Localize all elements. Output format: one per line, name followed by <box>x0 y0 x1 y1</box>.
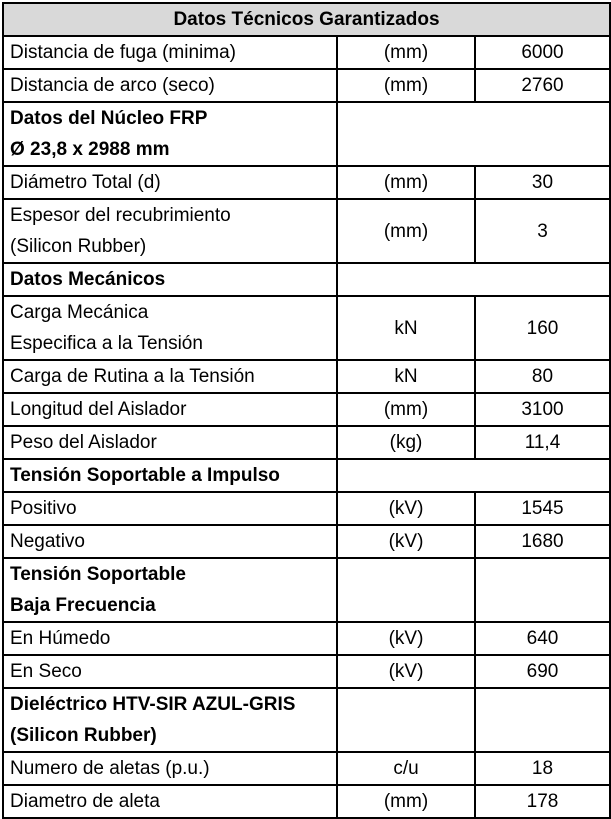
section-header-row <box>3 688 610 752</box>
section-header <box>3 263 337 296</box>
row-label: Numero de aletas (p.u.) <box>3 752 337 785</box>
section-header-blank <box>475 688 610 752</box>
section-header <box>3 459 337 492</box>
section-header-blank <box>475 558 610 622</box>
section-header-line: Ø 23,8 x 2988 mm <box>10 139 170 160</box>
row-label: Negativo <box>3 525 337 558</box>
row-value: 6000 <box>475 36 610 69</box>
row-value: 640 <box>475 622 610 655</box>
table-row <box>3 199 610 263</box>
row-unit: (kV) <box>337 525 475 558</box>
section-header-line: Tensión Soportable <box>10 564 186 585</box>
technical-data-table <box>2 2 611 819</box>
row-value: 2760 <box>475 69 610 102</box>
row-label: Peso del Aislador <box>3 426 337 459</box>
row-unit: (kg) <box>337 426 475 459</box>
row-label-line: Especifica a la Tensión <box>10 333 203 354</box>
section-header-blank <box>337 558 475 622</box>
row-unit: (mm) <box>337 199 475 263</box>
row-unit: (mm) <box>337 166 475 199</box>
section-header-blank <box>337 459 610 492</box>
row-value: 160 <box>475 296 610 360</box>
row-unit: kN <box>337 360 475 393</box>
section-header-row <box>3 558 610 622</box>
table-row <box>3 69 610 102</box>
table-row <box>3 492 610 525</box>
row-label: Diametro de aleta <box>3 785 337 818</box>
table-row <box>3 752 610 785</box>
row-label-line: Carga Mecánica <box>10 302 149 323</box>
section-header-blank <box>337 263 610 296</box>
row-unit: (mm) <box>337 393 475 426</box>
row-value: 30 <box>475 166 610 199</box>
section-header <box>3 102 337 166</box>
row-value: 1545 <box>475 492 610 525</box>
row-unit: (mm) <box>337 69 475 102</box>
section-header-line: Datos Mecánicos <box>10 269 166 290</box>
section-header-line: Tensión Soportable a Impulso <box>10 465 280 486</box>
table-row <box>3 36 610 69</box>
section-header-line: Datos del Núcleo FRP <box>10 108 208 129</box>
table-row <box>3 655 610 688</box>
section-header-row <box>3 459 610 492</box>
section-header-row <box>3 263 610 296</box>
table-row <box>3 622 610 655</box>
section-header-line: Dieléctrico HTV-SIR AZUL-GRIS <box>10 694 296 715</box>
row-value: 11,4 <box>475 426 610 459</box>
row-label: Diámetro Total (d) <box>3 166 337 199</box>
table-row <box>3 296 610 360</box>
row-label: En Seco <box>3 655 337 688</box>
section-header-row <box>3 102 610 166</box>
table-title: Datos Técnicos Garantizados <box>3 3 610 36</box>
row-value: 178 <box>475 785 610 818</box>
table-row <box>3 166 610 199</box>
row-label: Distancia de fuga (minima) <box>3 36 337 69</box>
row-value: 18 <box>475 752 610 785</box>
row-value: 80 <box>475 360 610 393</box>
row-label: En Húmedo <box>3 622 337 655</box>
row-unit: (kV) <box>337 655 475 688</box>
table-title-row <box>3 3 610 36</box>
section-header-line: (Silicon Rubber) <box>10 725 157 746</box>
row-value: 3100 <box>475 393 610 426</box>
row-unit: kN <box>337 296 475 360</box>
row-value: 690 <box>475 655 610 688</box>
table-row <box>3 393 610 426</box>
row-value: 1680 <box>475 525 610 558</box>
section-header-blank <box>337 688 475 752</box>
row-unit: c/u <box>337 752 475 785</box>
row-label: Carga de Rutina a la Tensión <box>3 360 337 393</box>
row-unit: (kV) <box>337 622 475 655</box>
table-row <box>3 525 610 558</box>
section-header-line: Baja Frecuencia <box>10 595 156 616</box>
section-header-blank <box>337 102 610 166</box>
row-unit: (mm) <box>337 785 475 818</box>
row-value: 3 <box>475 199 610 263</box>
row-label: Positivo <box>3 492 337 525</box>
section-header <box>3 688 337 752</box>
row-label-line: (Silicon Rubber) <box>10 236 147 257</box>
row-label-line: Espesor del recubrimiento <box>10 205 231 226</box>
table-row <box>3 785 610 818</box>
table-row <box>3 360 610 393</box>
row-label: Longitud del Aislador <box>3 393 337 426</box>
table-row <box>3 426 610 459</box>
row-label: Distancia de arco (seco) <box>3 69 337 102</box>
row-label <box>3 296 337 360</box>
section-header <box>3 558 337 622</box>
row-unit: (mm) <box>337 36 475 69</box>
row-label <box>3 199 337 263</box>
row-unit: (kV) <box>337 492 475 525</box>
